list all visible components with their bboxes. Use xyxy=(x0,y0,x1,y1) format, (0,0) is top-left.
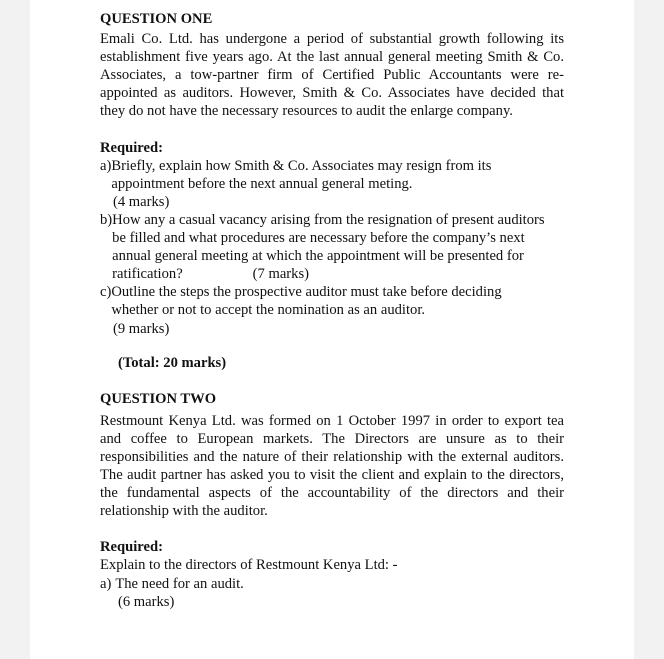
q1-item-a xyxy=(100,157,564,193)
q1-item-b-marks: (7 marks) xyxy=(252,266,310,283)
q2-title: QUESTION TWO xyxy=(100,390,217,407)
q1-item-b xyxy=(100,211,564,283)
q2-required-label: Required: xyxy=(100,539,163,556)
q2-paragraph: Restmount Kenya Ltd. was formed on 1 October 1997 in order to export tea and coffee to European markets. The Directors are unsure as to their responsibilities and the nature of their relationship with the external auditors. The audit partner has asked you to visit the client and explain to the directors, the fundamental aspects of the accountability of the directors and their relationship with the auditor. xyxy=(100,412,564,520)
q1-item-b-label: b) xyxy=(100,211,113,228)
q1-item-a-label: a) xyxy=(100,157,112,174)
q2-item-a-text: The need for an audit. xyxy=(115,575,244,592)
q1-required-label: Required: xyxy=(100,139,163,156)
document-page xyxy=(30,0,634,659)
q2-item-a-marks: (6 marks) xyxy=(118,593,175,610)
q2-item-a-label: a) xyxy=(100,575,112,592)
q1-item-c-text: Outline the steps the prospective auditor must take before deciding whether or not to accept the nomination as an auditor. xyxy=(111,284,502,319)
q2-intro: Explain to the directors of Restmount Kenya Ltd: - xyxy=(100,557,398,574)
q1-item-b-text: How any a casual vacancy arising from the resignation of present auditors be filled and what procedures are necessary before the company’s next annual general meeting at which the appointment will be presented for ratification? xyxy=(112,211,545,283)
q1-title: QUESTION ONE xyxy=(100,11,213,27)
q1-total: (Total: 20 marks) xyxy=(118,354,227,371)
q2-item-a xyxy=(100,575,564,593)
q1-item-a-marks: (4 marks) xyxy=(113,193,170,210)
q1-item-c-label: c) xyxy=(100,284,112,301)
q1-item-a-text: Briefly, explain how Smith & Co. Associates may resign from its appointment before the next annual general meting. xyxy=(111,157,492,192)
q1-item-c xyxy=(100,283,564,319)
q1-item-c-marks: (9 marks) xyxy=(113,320,170,337)
document-content xyxy=(100,10,564,611)
q1-paragraph: Emali Co. Ltd. has undergone a period of substantial growth following its establishment five years ago. At the last annual general meeting Smith & Co. Associates, a tow-partner firm of Certified Public Accountants were re-appointed as auditors. However, Smith & Co. Associates have decided that they do not have the necessary resources to audit the enlarge company. xyxy=(100,31,564,120)
